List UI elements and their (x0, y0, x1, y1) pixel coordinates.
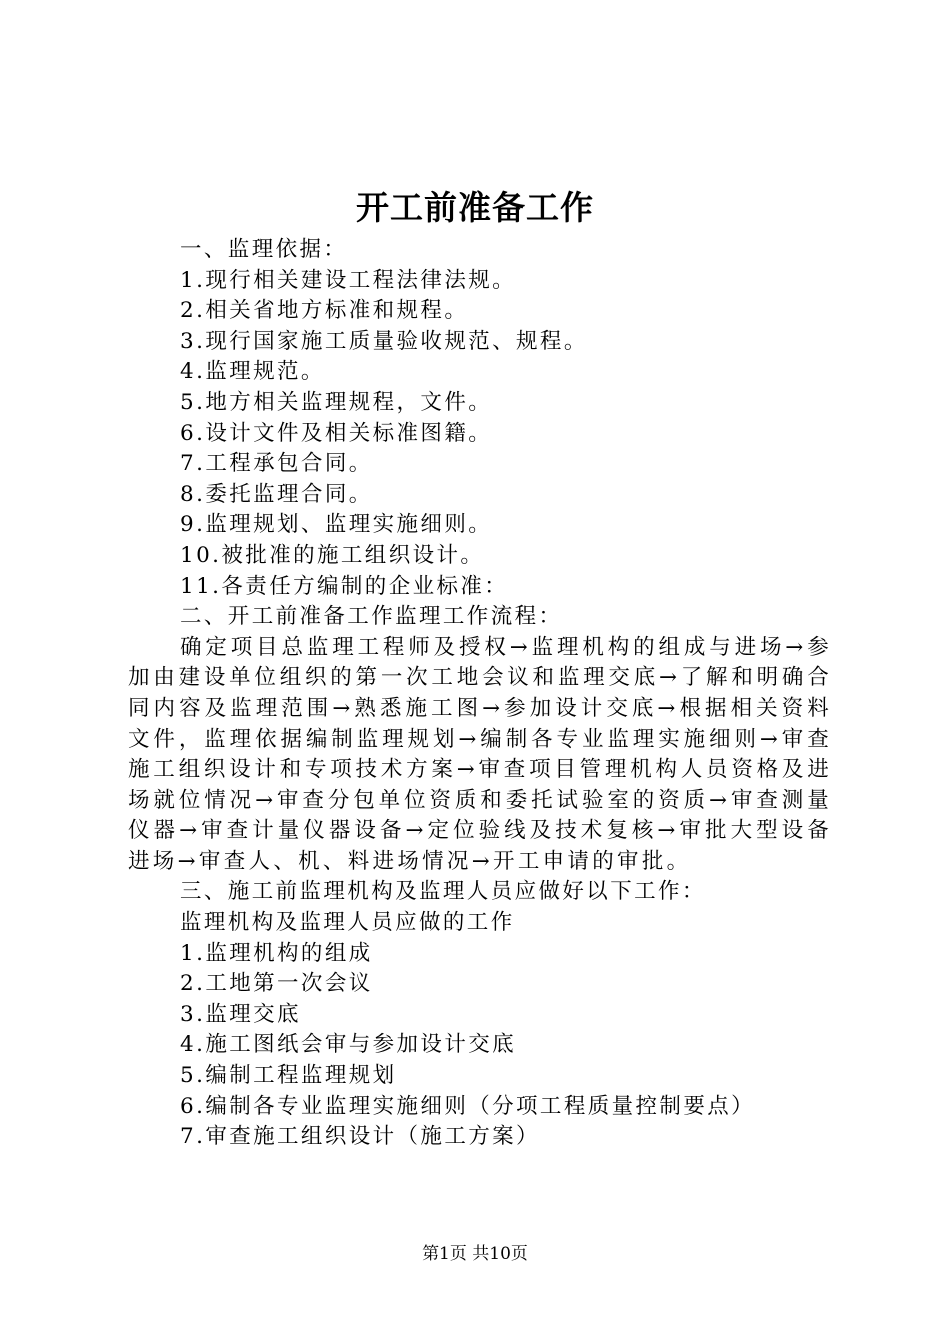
list-item: 7.工程承包合同。 (180, 451, 373, 477)
list-item: 8.委托监理合同。 (180, 481, 373, 507)
list-item: 2.工地第一次会议 (180, 971, 373, 997)
list-item: 3.现行国家施工质量验收规范、规程。 (180, 328, 588, 354)
list-item: 4.施工图纸会审与参加设计交底 (180, 1032, 517, 1058)
list-item: 5.编制工程监理规划 (180, 1063, 397, 1089)
list-item: 5.地方相关监理规程，文件。 (180, 389, 493, 415)
list-item: 4.监理规范。 (180, 359, 325, 385)
document-title: 开工前准备工作 (356, 188, 594, 227)
page-number: 第1页 共10页 (422, 1244, 528, 1264)
list-item: 6.编制各专业监理实施细则（分项工程质量控制要点） (180, 1093, 756, 1119)
list-item: 1.监理机构的组成 (180, 940, 373, 966)
list-item: 11.各责任方编制的企业标准： (180, 573, 509, 599)
list-item: 6.设计文件及相关标准图籍。 (180, 420, 493, 446)
section-3-heading: 三、施工前监理机构及监理人员应做好以下工作： (180, 879, 706, 905)
list-item: 2.相关省地方标准和规程。 (180, 298, 469, 324)
list-item: 9.监理规划、监理实施细则。 (180, 512, 493, 538)
section-1-heading: 一、监理依据： (180, 237, 348, 262)
list-item: 1.现行相关建设工程法律法规。 (180, 267, 517, 293)
workflow-paragraph: 确定项目总监理工程师及授权→监理机构的组成与进场→参加由建设单位组织的第一次工地会议和监理交底→了解和明确合同内容及监理范围→熟悉施工图→参加设计交底→根据相关资料文件，监理依据编制监理规划→编制各专业监理实施细则→审查施工组织设计和专项技术方案→审查项目管理机构人员资格及进场就位情况→审查分包单位资质和委托试验室的资质→审查测量仪器→审查计量仪器设备→定位验线及技术复核→审批大型设备进场→审查人、机、料进场情况→开工申请的审批。 (128, 634, 832, 874)
list-item: 3.监理交底 (180, 1001, 301, 1027)
document-body (128, 235, 832, 1153)
list-item: 10.被批准的施工组织设计。 (180, 542, 485, 568)
section-3-subheading: 监理机构及监理人员应做的工作 (180, 910, 515, 936)
section-2-heading: 二、开工前准备工作监理工作流程： (180, 604, 563, 630)
list-item: 7.审查施工组织设计（施工方案） (180, 1124, 540, 1150)
